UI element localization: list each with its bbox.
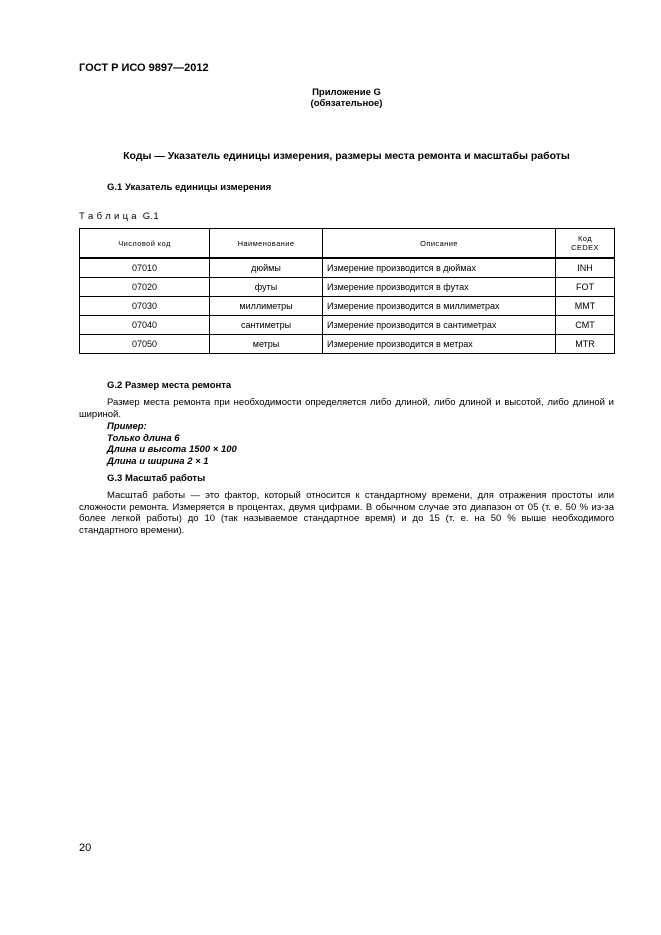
cell-description: Измерение производится в метрах — [323, 335, 556, 354]
header-name: Наименование — [210, 229, 323, 259]
cell-name: метры — [210, 335, 323, 354]
example-item: Только длина 6 — [107, 433, 180, 444]
cell-description: Измерение производится в миллиметрах — [323, 297, 556, 316]
cell-name: миллиметры — [210, 297, 323, 316]
cell-code: 07020 — [80, 278, 210, 297]
example-item: Длина и высота 1500 × 100 — [107, 444, 237, 455]
page-number: 20 — [79, 842, 92, 854]
table-header-row — [80, 229, 615, 259]
example-item: Длина и ширина 2 × 1 — [107, 456, 209, 467]
table-row — [80, 278, 615, 297]
annex-title: Приложение G — [312, 87, 381, 98]
table-caption: Т а б л и ц а G.1 — [79, 211, 159, 222]
cell-cedex: MMT — [556, 297, 615, 316]
units-table — [79, 228, 615, 354]
cell-description: Измерение производится в дюймах — [323, 258, 556, 278]
cell-description: Измерение производится в футах — [323, 278, 556, 297]
cell-cedex: MTR — [556, 335, 615, 354]
cell-name: футы — [210, 278, 323, 297]
page-heading: Коды — Указатель единицы измерения, размеры места ремонта и масштабы работы — [123, 150, 570, 162]
example-label: Пример: — [107, 421, 147, 432]
section-g3-text: Масштаб работы — это фактор, который относится к стандартному времени, для отражения простоты или сложности ремонта. Измеряется в процентах, двумя цифрами. В обычном случае это диапазон от 05 (т. е. 50 % из-за более легкой работы) до 10 (так называемое стандартное время) и до 15 (т. е. на 50 % выше необходимого стандартного времени). — [79, 490, 614, 536]
cell-code: 07050 — [80, 335, 210, 354]
header-numeric-code: Числовой код — [80, 229, 210, 259]
cell-cedex: INH — [556, 258, 615, 278]
section-g1-title: G.1 Указатель единицы измерения — [107, 182, 272, 193]
cell-cedex: CMT — [556, 316, 615, 335]
header-cedex-label: CEDEX — [571, 243, 599, 252]
cell-name: сантиметры — [210, 316, 323, 335]
table-row — [80, 316, 615, 335]
cell-code: 07040 — [80, 316, 210, 335]
section-g2-text: Размер места ремонта при необходимости определяется либо длиной, либо длиной и высотой, либо длиной и шириной. — [79, 397, 614, 420]
section-g3-title: G.3 Масштаб работы — [107, 473, 206, 484]
header-cedex-code — [556, 229, 615, 259]
cell-name: дюймы — [210, 258, 323, 278]
header-code-label: Код — [578, 234, 592, 243]
cell-cedex: FOT — [556, 278, 615, 297]
table-row — [80, 297, 615, 316]
standard-designation: ГОСТ Р ИСО 9897—2012 — [79, 62, 209, 74]
annex-status: (обязательное) — [310, 98, 383, 109]
table-row — [80, 258, 615, 278]
header-description: Описание — [323, 229, 556, 259]
table-row — [80, 335, 615, 354]
cell-code: 07030 — [80, 297, 210, 316]
cell-code: 07010 — [80, 258, 210, 278]
cell-description: Измерение производится в сантиметрах — [323, 316, 556, 335]
section-g2-title: G.2 Размер места ремонта — [107, 380, 232, 391]
